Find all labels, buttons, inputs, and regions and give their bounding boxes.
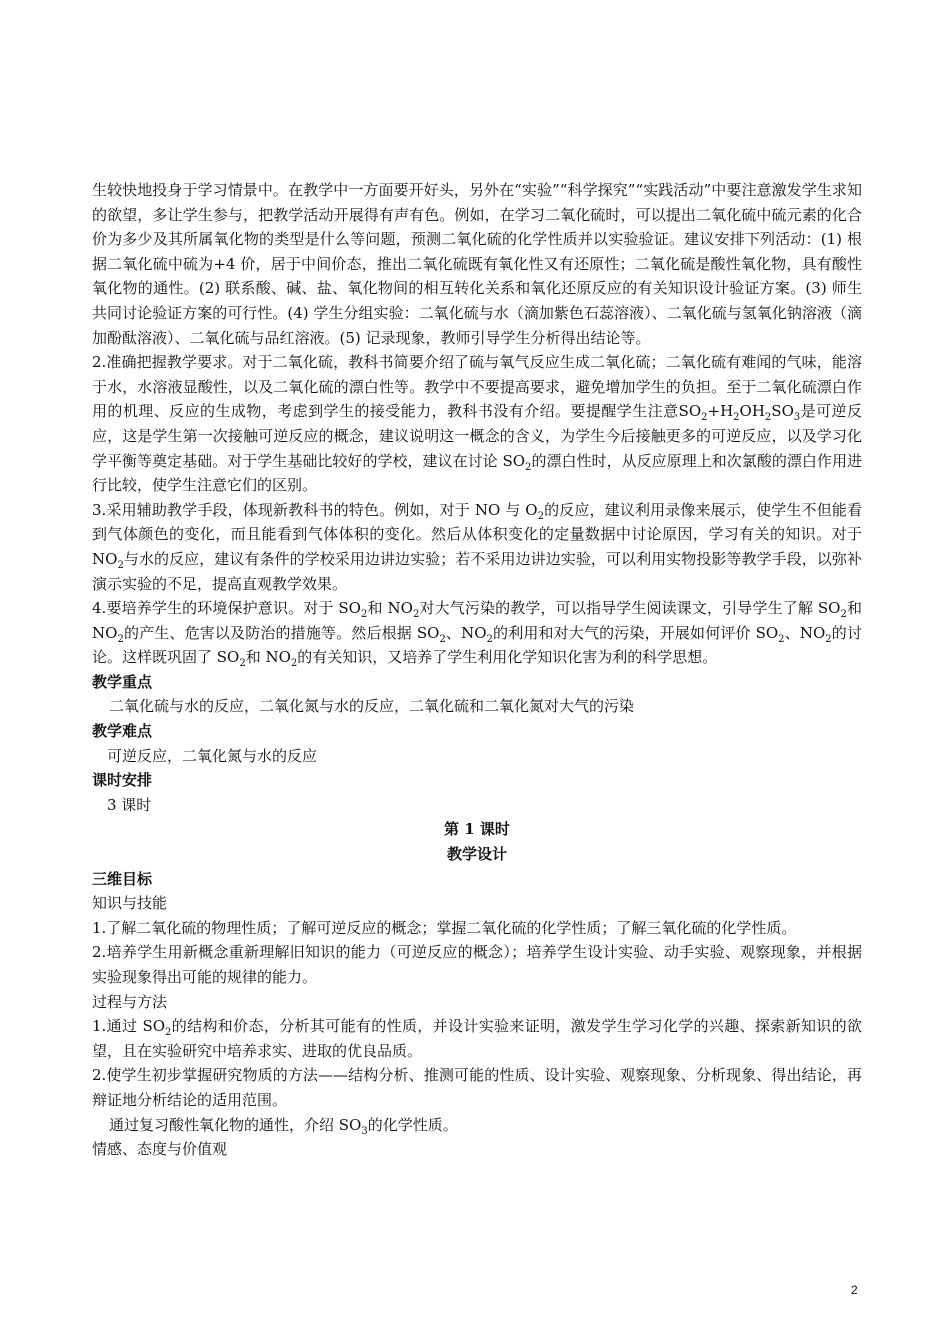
process-item-2: 2.使学生初步掌握研究物质的方法——结构分析、推测可能的性质、设计实验、观察现象、分析现象、得出结论，再辩证地分析结论的适用范围。 [92, 1066, 862, 1109]
paragraph-intro: 生较快地投身于学习情景中。在教学中一方面要开好头，另外在“实验”“科学探究”“实践活动”中要注意激发学生求知的欲望，多让学生参与，把教学活动开展得有声有色。例如，在学习二氧化硫时，可以提出二氧化硫中硫元素的化合价为多少及其所属氧化物的类型是什么等问题，预测二氧化硫的化学性质并以实验验证。建议安排下列活动：(1) 根据二氧化硫中硫为+4 价，居于中间价态，推出二氧化硫既有氧化性又有还原性；二氧化硫是酸性氧化物，具有酸性氧化物的通性。(2) 联系酸、碱、盐、氧化物间的相互转化关系和氧化还原反应的有关知识设计验证方案。(3) 师生共同讨论验证方案的可行性。(4) 学生分组实验：二氧化硫与水（滴加紫色石蕊溶液）、二氧化硫与氢氧化钠溶液（滴加酚酞溶液）、二氧化硫与品红溶液。(5) 记录现象，教师引导学生分析得出结论等。 [92, 181, 862, 347]
subscript: 2 [825, 633, 832, 645]
subscript: 2 [778, 633, 785, 645]
text-run: 和 NO [92, 599, 862, 642]
text-run: 的有关知识，又培养了学生利用化学知识化害为利的科学思想。 [297, 648, 718, 667]
text-run: +H [707, 402, 734, 421]
text-run: 4.要培养学生的环境保护意识。对于 SO [92, 599, 361, 618]
subscript: 2 [537, 510, 544, 522]
text-run: 2.准确把握教学要求。对于二氧化硫，教科书简要介绍了硫与氧气反应生成二氧化硫；二氧化硫有难闻的气味，能溶于水，水溶液显酸性，以及二氧化硫的漂白性等。教学中不要提高要求，避免增加学生的负担。至于二氧化硫漂白作用的机理、反应的生成物，考虑到学生的接受能力，教科书没有介绍。要提醒学生注意SO [92, 353, 862, 421]
text-run: 的结构和价态，分析其可能有的性质，并设计实验来证明，激发学生学习化学的兴趣、探索新知识的欲望，且在实验研究中培养求实、进取的优良品质。 [92, 1017, 862, 1060]
text-run: 对大气污染的教学，可以指导学生阅读课文，引导学生了解 SO [419, 599, 841, 618]
design-title: 教学设计 [446, 845, 507, 864]
text-run: 1.通过 SO [92, 1017, 166, 1036]
text-run: SO [771, 402, 794, 421]
subscript: 2 [360, 609, 368, 621]
text-run: 与水的反应，建议有条件的学校采用边讲边实验；若不采用边讲边实验，可以利用实物投影等教学手段，以弥补演示实验的不足，提高直观教学效果。 [92, 549, 862, 593]
text-run: 、NO [784, 623, 826, 642]
heading-difficulties: 教学难点 [92, 722, 153, 741]
paragraph-2 [92, 350, 862, 498]
subscript: 2 [165, 1027, 172, 1039]
text-run: 的漂白性时，从反应原理上和次氯酸的漂白作用进行比较，使学生注意它们的区别。 [92, 451, 862, 495]
text-run: 的反应，建议利用录像来展示，使学生不但能看到气体颜色的变化，而且能看到气体体积的变化。然后从体积变化的定量数据中讨论原因，学习有关的知识。对于 NO [92, 500, 862, 568]
paragraph-4 [92, 596, 862, 670]
subscript: 2 [412, 609, 420, 621]
process-item-3 [92, 1113, 862, 1138]
heading-key-points: 教学重点 [92, 672, 153, 691]
text-run: 和 NO [245, 648, 291, 667]
text-run: 的讨论。这样既巩固了 SO [92, 623, 862, 667]
process-item-1 [92, 1014, 862, 1063]
text-run: 的产生、危害以及防治的措施等。然后根据 SO [123, 623, 440, 642]
key-points-text: 二氧化硫与水的反应，二氧化氮与水的反应，二氧化硫和二氧化氮对大气的污染 [109, 697, 635, 716]
knowledge-label: 知识与技能 [92, 894, 168, 913]
subscript: 2 [486, 633, 493, 645]
text-run: 、NO [445, 623, 487, 642]
subscript: 2 [764, 412, 772, 424]
schedule-text: 3 课时 [107, 795, 152, 814]
subscript: 2 [733, 412, 740, 424]
subscript: 2 [239, 658, 246, 670]
knowledge-item-2: 2.培养学生用新概念重新理解旧知识的能力（可逆反应的概念）；培养学生设计实验、动手实验、观察现象，并根据实验现象得出可能的规律的能力。 [92, 943, 862, 986]
subscript: 2 [290, 658, 298, 670]
subscript: 2 [525, 461, 532, 473]
document-body [92, 178, 862, 1162]
text-run: 的利用和对大气的污染，开展如何评价 SO [492, 623, 779, 642]
page-number: 2 [851, 1283, 858, 1297]
text-run: 的化学性质。 [367, 1115, 458, 1134]
subscript: 3 [793, 412, 801, 424]
subscript: 2 [701, 412, 708, 424]
subscript: 2 [840, 609, 847, 621]
text-run: OH [739, 402, 765, 421]
knowledge-item-1: 1.了解二氧化硫的物理性质；了解可逆反应的概念；掌握二氧化硫的化学性质；了解三氧化硫的化学性质。 [92, 918, 797, 937]
text-run: 和 NO [367, 599, 413, 618]
heading-goals: 三维目标 [92, 869, 153, 888]
process-label: 过程与方法 [92, 992, 168, 1011]
difficulties-text: 可逆反应，二氧化氮与水的反应 [107, 746, 318, 765]
subscript: 2 [117, 633, 124, 645]
lesson-title: 第 1 课时 [444, 820, 510, 839]
heading-schedule: 课时安排 [92, 771, 153, 790]
paragraph-3 [92, 498, 862, 596]
subscript: 3 [361, 1125, 368, 1137]
text-run: 3.采用辅助教学手段，体现新教科书的特色。例如，对于 NO 与 O [92, 500, 538, 519]
text-run: 通过复习酸性氧化物的通性，介绍 SO [109, 1115, 362, 1134]
subscript: 2 [439, 633, 446, 645]
text-run: 是可逆反应，这是学生第一次接触可逆反应的概念，建议说明这一概念的含义，为学生今后接触更多的可逆反应，以及学习化学平衡等奠定基础。对于学生基础比较好的学校，建议在讨论 SO [92, 402, 862, 470]
subscript: 2 [117, 559, 124, 571]
emotion-label: 情感、态度与价值观 [92, 1140, 228, 1159]
